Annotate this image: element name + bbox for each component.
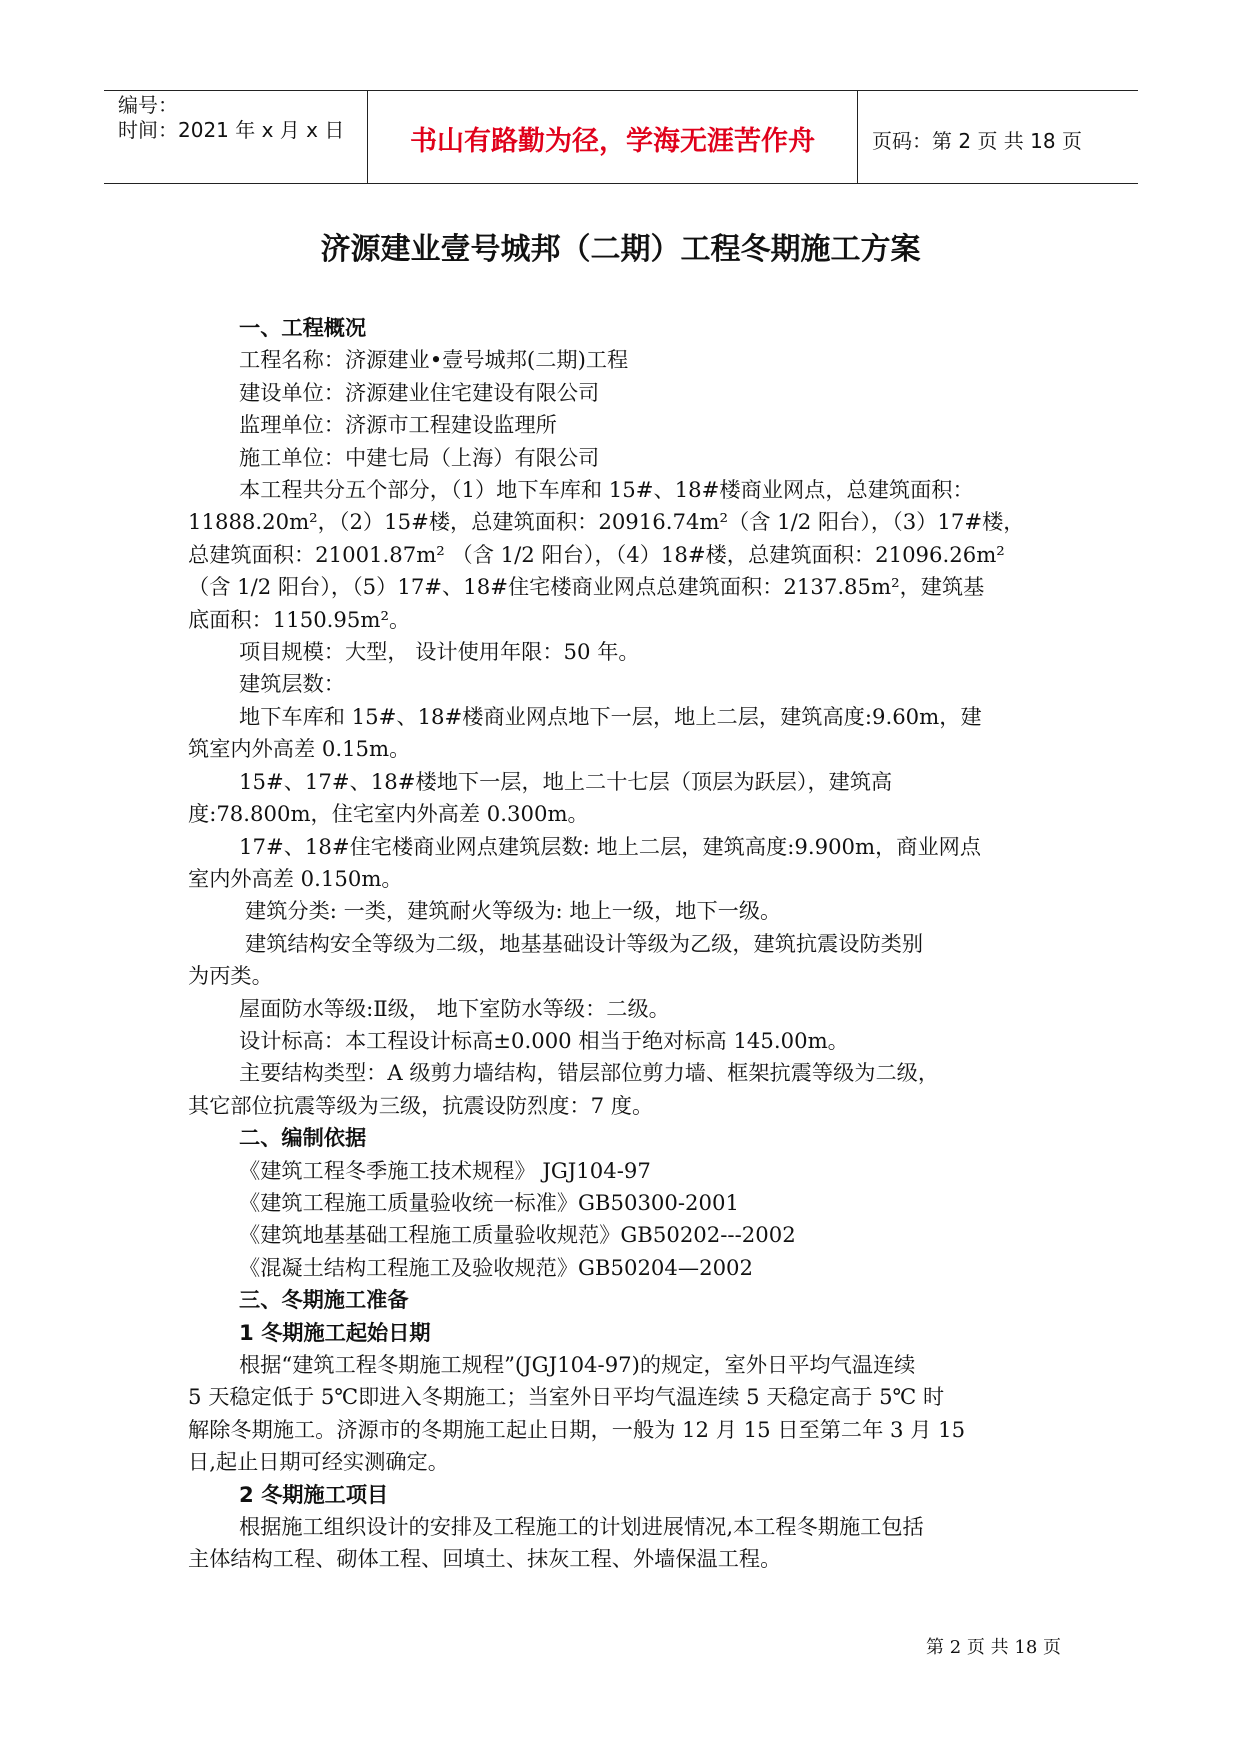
body-text-line: 其它部位抗震等级为三级，抗震设防烈度：7 度。 (188, 1092, 654, 1118)
document-number-label: 编号： (118, 93, 178, 117)
body-text-line: 为丙类。 (188, 963, 273, 989)
page-footer: 第 2 页 共 18 页 (926, 1637, 1061, 1658)
body-text-line: 监理单位：济源市工程建设监理所 (239, 412, 557, 438)
body-text-line: 室内外高差 0.150m。 (188, 865, 403, 891)
body-text-line: 建筑结构安全等级为二级，地基基础设计等级为乙级，建筑抗震设防类别 (245, 930, 924, 956)
header-motto: 书山有路勤为径，学海无涯苦作舟 (410, 126, 815, 157)
page-header (104, 90, 1138, 184)
body-text-line: （含 1/2 阳台），（5）17#、18#住宅楼商业网点总建筑面积：2137.85m²，建筑基 (188, 574, 985, 600)
body-text-line: 度:78.800m，住宅室内外高差 0.300m。 (188, 801, 589, 827)
body-text-line: 底面积：1150.95m²。 (188, 606, 411, 632)
section-heading: 二、编制依据 (239, 1125, 367, 1151)
body-text-line: 17#、18#住宅楼商业网点建筑层数: 地上二层，建筑高度:9.900m，商业网点 (239, 833, 982, 859)
body-text-line: 15#、17#、18#楼地下一层，地上二十七层（顶层为跃层），建筑高 (239, 768, 893, 794)
section-heading: 1 冬期施工起始日期 (239, 1319, 431, 1345)
body-text-line: 《混凝土结构工程施工及验收规范》GB50204—2002 (239, 1254, 754, 1280)
body-text-line: 总建筑面积：21001.87m² （含 1/2 阳台），（4）18#楼，总建筑面积：21096.26m² (188, 541, 1005, 567)
body-text-line: 施工单位：中建七局（上海）有限公司 (239, 444, 600, 470)
body-text-line: 日,起止日期可经实测确定。 (188, 1449, 449, 1475)
body-text-line: 项目规模：大型， 设计使用年限：50 年。 (239, 639, 640, 665)
body-text-line: 《建筑工程施工质量验收统一标准》GB50300-2001 (239, 1189, 739, 1215)
body-text-line: 11888.20m²，（2）15#楼，总建筑面积：20916.74m²（含 1/2 阳台），（3）17#楼， (188, 509, 1025, 535)
body-text-line: 根据“建筑工程冬期施工规程”(JGJ104-97)的规定，室外日平均气温连续 (239, 1352, 916, 1377)
body-text-line: 《建筑地基基础工程施工质量验收规范》GB50202---2002 (239, 1222, 796, 1248)
document-time: 时间：2021 年 x 月 x 日 (118, 118, 345, 142)
section-heading: 一、工程概况 (239, 315, 367, 340)
header-motto-cell (368, 91, 858, 183)
body-text-line: 本工程共分五个部分，（1）地下车库和 15#、18#楼商业网点，总建筑面积： (239, 477, 974, 503)
body-text-line: 建筑分类: 一类，建筑耐火等级为: 地上一级，地下一级。 (245, 898, 782, 924)
body-text-line: 工程名称：济源建业•壹号城邦(二期)工程 (239, 347, 629, 373)
body-text-line: 5 天稳定低于 5℃即进入冬期施工；当室外日平均气温连续 5 天稳定高于 5℃ 时 (188, 1384, 945, 1410)
body-text-line: 《建筑工程冬季施工技术规程》 JGJ104-97 (239, 1157, 651, 1183)
body-text-line: 设计标高：本工程设计标高±0.000 相当于绝对标高 145.00m。 (239, 1027, 849, 1053)
body-text-line: 筑室内外高差 0.15m。 (188, 736, 411, 762)
body-text-line: 根据施工组织设计的安排及工程施工的计划进展情况,本工程冬期施工包括 (239, 1514, 924, 1540)
document-title: 济源建业壹号城邦（二期）工程冬期施工方案 (320, 232, 921, 267)
body-text-line: 屋面防水等级:Ⅱ级， 地下室防水等级：二级。 (239, 995, 670, 1021)
body-text-line: 建设单位：济源建业住宅建设有限公司 (239, 379, 600, 405)
header-page-cell (858, 91, 1138, 183)
body-text-line: 解除冬期施工。济源市的冬期施工起止日期，一般为 12 月 15 日至第二年 3 月 15 (188, 1416, 966, 1442)
body-text-line: 地下车库和 15#、18#楼商业网点地下一层，地上二层，建筑高度:9.60m，建 (239, 703, 982, 729)
section-heading: 2 冬期施工项目 (239, 1481, 389, 1507)
body-text-line: 主体结构工程、砌体工程、回填土、抹灰工程、外墙保温工程。 (188, 1546, 782, 1572)
header-info-cell (104, 91, 368, 183)
section-heading: 三、冬期施工准备 (239, 1287, 409, 1313)
body-text-line: 建筑层数： (239, 671, 345, 697)
document-body (188, 312, 1058, 1576)
body-text-line: 主要结构类型：A 级剪力墙结构，错层部位剪力墙、框架抗震等级为二级， (239, 1060, 940, 1086)
header-page-info: 页码：第 2 页 共 18 页 (872, 129, 1082, 153)
